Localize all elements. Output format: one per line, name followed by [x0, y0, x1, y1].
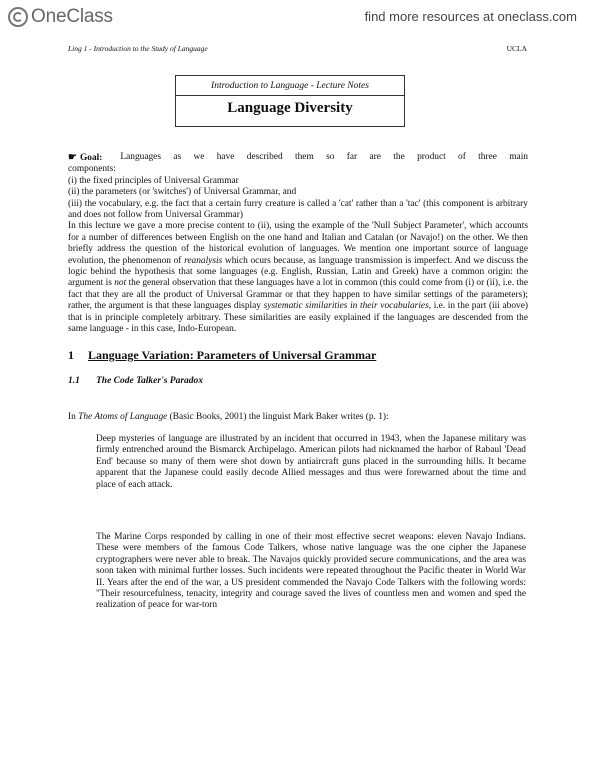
goal-paragraph: [68, 221, 528, 335]
goal-line: (i) the fixed principles of Universal Grammar: [68, 175, 239, 186]
section-heading: [68, 348, 376, 363]
oneclass-logo-icon: [8, 7, 28, 27]
paragraph-text: In this lecture we gave a more precise content to (ii), using the example of the 'Null Subject Parameter', which accounts for a number of differences between English on the one hand and Italian and Catalan (or Navajo!) on the other. We then briefly address the question of the historical evolution of languages. We mention one important source of language evolution, the phenomenon of: [68, 221, 528, 266]
goal-line: components:: [68, 164, 116, 175]
lecture-subtitle: Introduction to Language - Lecture Notes: [211, 81, 369, 91]
intro-text: (Basic Books, 2001) the linguist Mark Baker writes (p. 1):: [167, 412, 389, 422]
quote-paragraph: The Marine Corps responded by calling in one of their most effective secret weapons: eleven Navajo Indians. These were members of the famous Code Talkers, whose native language was the one cipher the Japanese cryptographers were never able to break. The Navajos quickly provided secure communications, and the area was soon taken with minimal further losses. Such incidents were repeated throughout the Pacific theater in World War II. Years after the end of the war, a US president commended the Navajo Code Talkers with the following words: "Their resourcefulness, tenacity, integrity and courage saved the lives of countless men and women and sped the realization of peace for war-torn: [96, 532, 526, 611]
running-header-course: Ling 1 - Introduction to the Study of Language: [68, 44, 208, 53]
paragraph-emphasis: systematic similarities in their vocabularies: [263, 301, 429, 312]
find-resources-link[interactable]: find more resources at oneclass.com: [364, 9, 577, 24]
section-title: Language Variation: Parameters of Universal Grammar: [88, 348, 377, 362]
oneclass-logo[interactable]: [8, 6, 113, 28]
section-number: 1: [68, 348, 74, 362]
book-title: The Atoms of Language: [78, 412, 168, 422]
paragraph-emphasis: not: [114, 278, 127, 289]
paragraph-text: , i.e. in the part (iii above) that is in principle completely arbitrary. These similarities are easily explained if the languages are descended from the same language - in this case, Indo-European.: [68, 301, 528, 335]
running-header-school: UCLA: [506, 44, 527, 53]
intro-text: In: [68, 412, 79, 422]
subsection-title: The Code Talker's Paradox: [96, 376, 204, 386]
goal-first-text: Languages as we have described them so far are the product of three main: [120, 152, 528, 162]
paragraph-emphasis: reanalysis: [184, 255, 223, 266]
lecture-title: Language Diversity: [227, 100, 353, 116]
paragraph-text: which ocurs because, as language transmission is imperfect. And we discuss the logic behind the hypothesis that some languages (e.g. English, Russian, Latin and Greek) have a common origin: the argument is: [68, 255, 528, 289]
goal-label-wrap: [68, 152, 102, 164]
running-header: [68, 44, 527, 53]
paragraph-text: the general observation that these languages have a lot in common (this could come from (i) or (ii), i.e. the fact that they are all the product of Universal Grammar or that they happen to have similar settings of the parameters); rather, the argument is that these languages display: [68, 278, 528, 312]
goal-first-line: [68, 152, 528, 164]
site-header: [0, 0, 595, 34]
quote-intro: [68, 412, 389, 422]
goal-line: (ii) the parameters (or 'switches') of Universal Grammar, and: [68, 187, 297, 198]
goal-section: [68, 152, 528, 336]
logo-text: OneClass: [31, 6, 113, 27]
subsection-number: 1.1: [68, 376, 80, 386]
goal-line: (iii) the vocabulary, e.g. the fact that a certain furry creature is called a 'cat' rather than a 'tac' (this component is arbitrary and does not follow from Universal Grammar): [68, 198, 528, 221]
subsection-heading: [68, 376, 203, 386]
title-divider: [176, 95, 404, 96]
document-page: [0, 34, 595, 770]
title-box: [175, 75, 405, 127]
pointing-hand-icon: ☛: [68, 152, 77, 163]
goal-label: Goal:: [79, 153, 103, 163]
quote-paragraph: Deep mysteries of language are illustrated by an incident that occurred in 1943, when the Japanese military was firmly entrenched around the Bismarck Archipelago. American pilots had nicknamed the harbor of Rabaul 'Dead End' because so many of them were shot down by antiaircraft guns placed in the surrounding hills. It became apparent that the Japanese could easily decode Allied messages and thus were forewarned about the time and place of each attack.: [96, 434, 526, 490]
